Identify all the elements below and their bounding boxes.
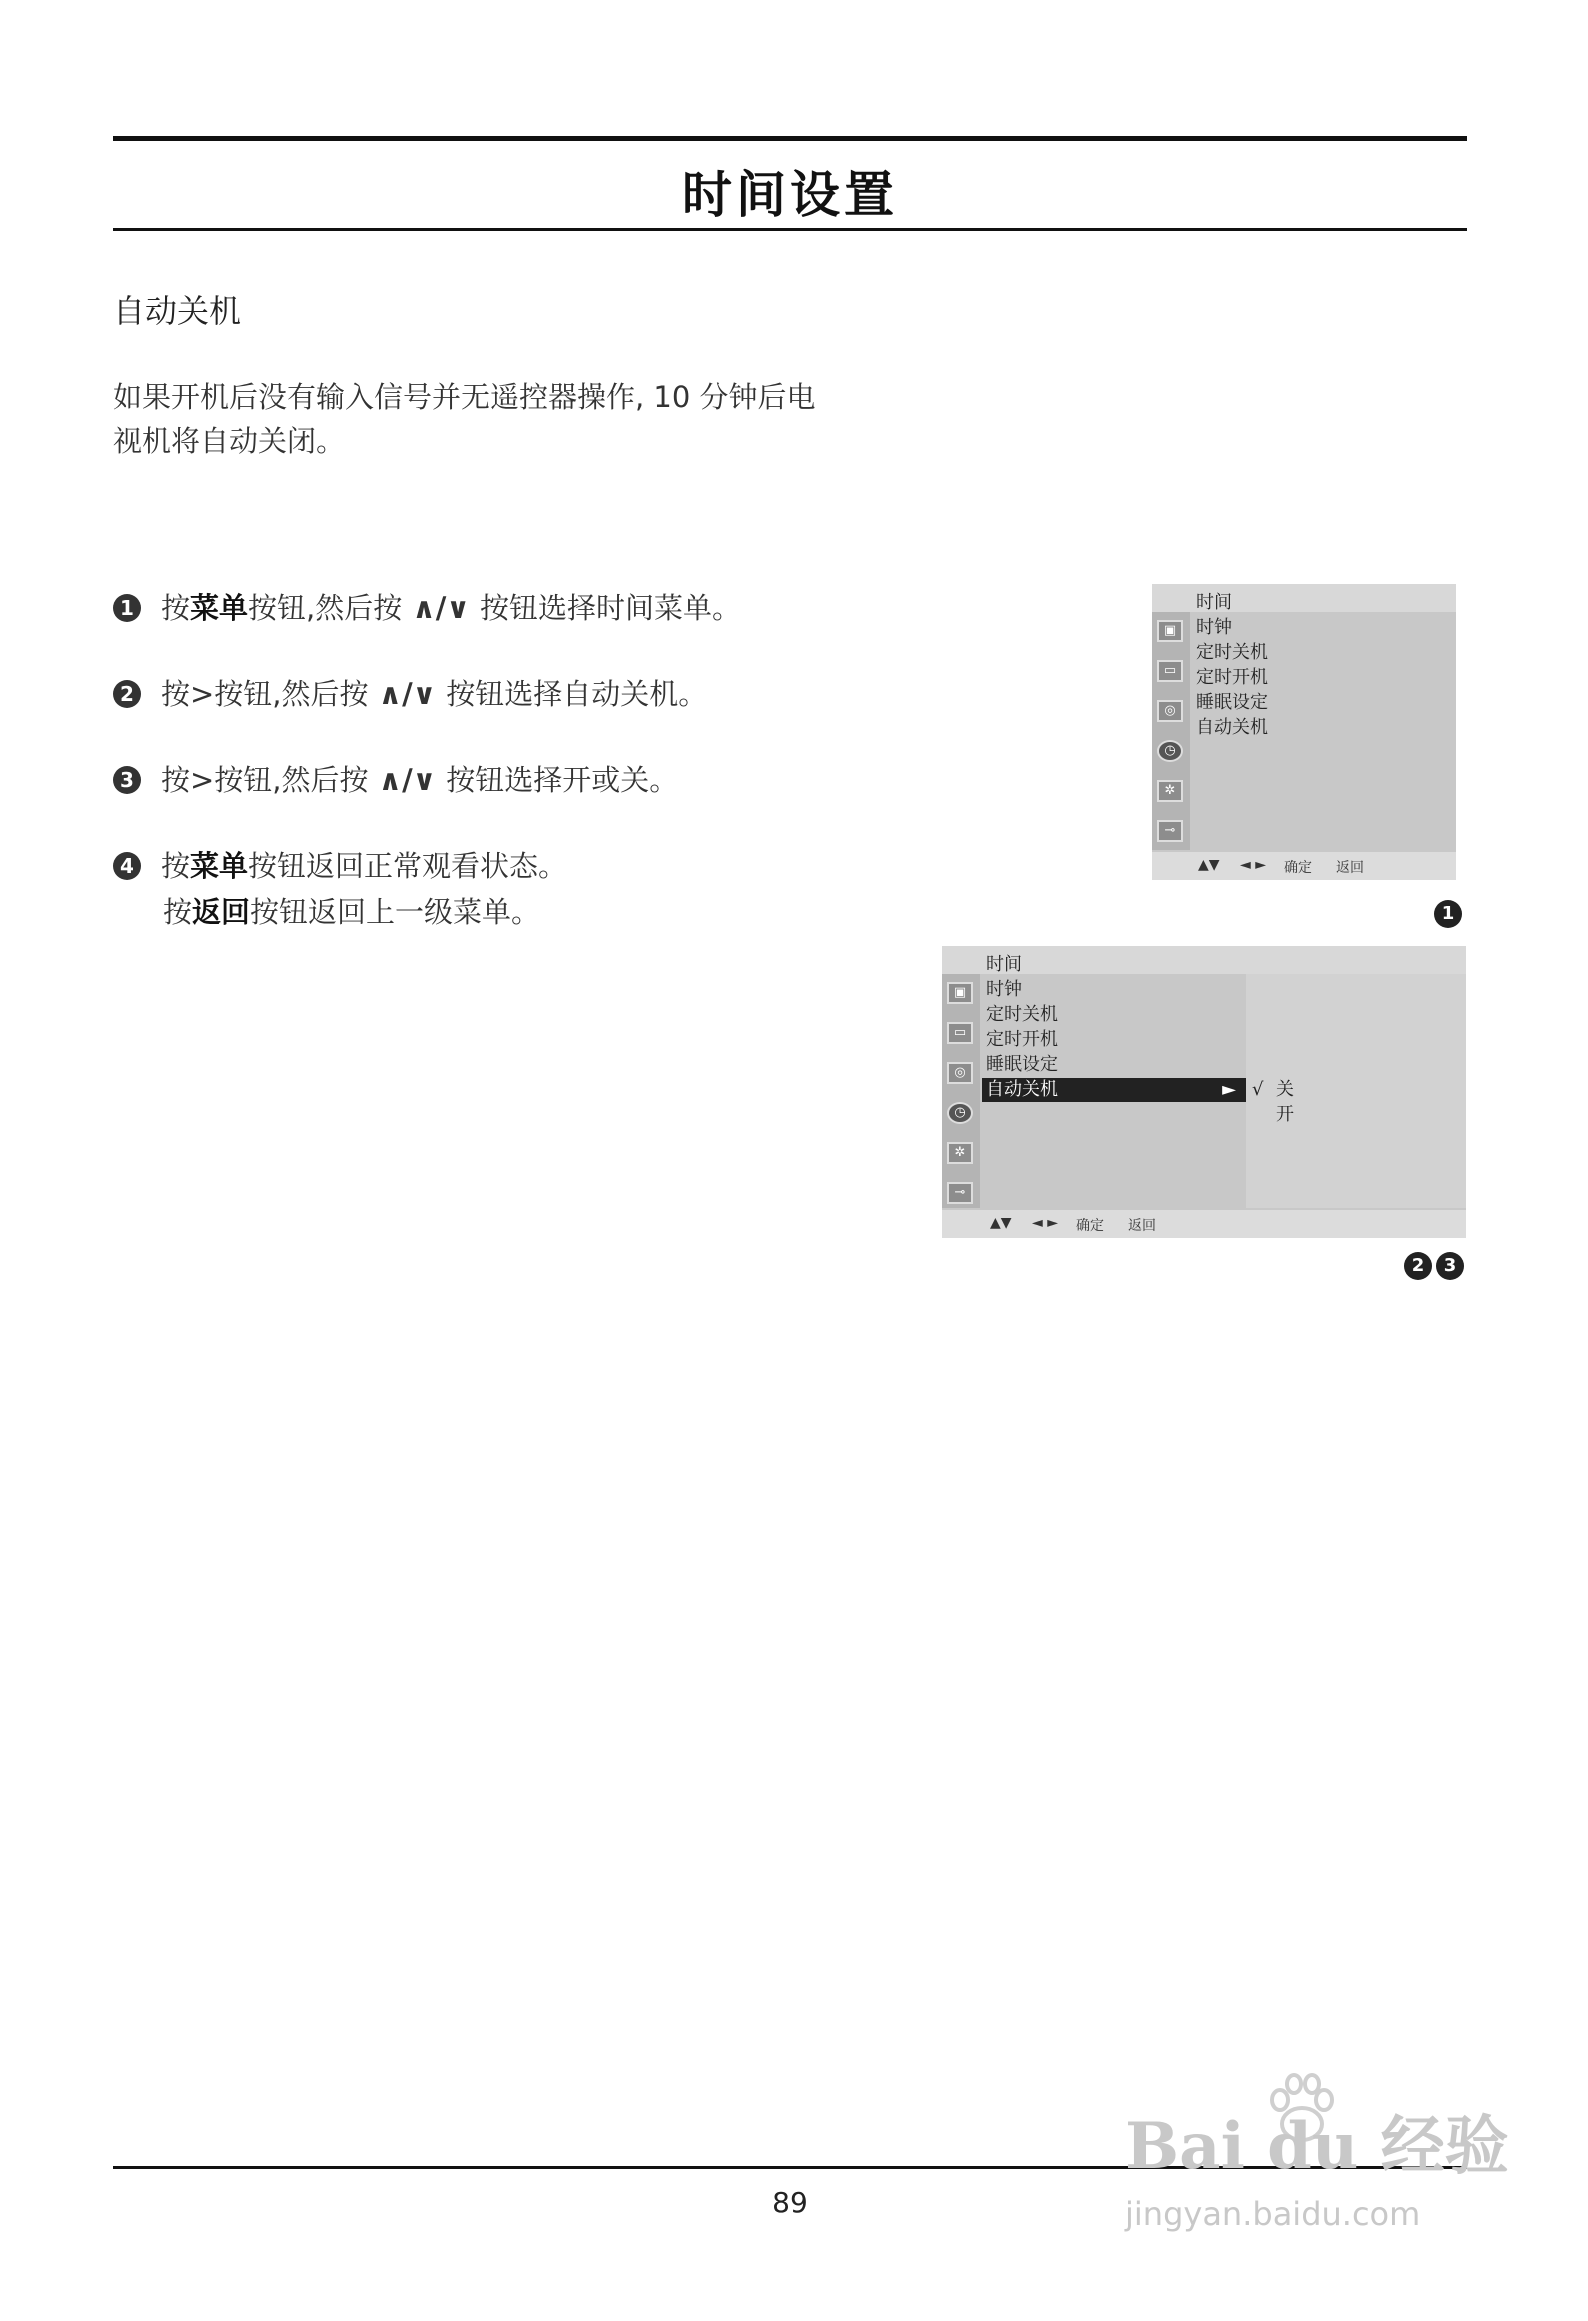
baidu-watermark-url: jingyan.baidu.com: [1125, 2195, 1421, 2233]
step-3: [113, 756, 678, 802]
step-sub-text-c: 按钮返回上一级菜单。: [250, 895, 541, 929]
updown-key-hint: ▲▼: [1198, 857, 1220, 873]
intro-paragraph: [113, 375, 913, 463]
title-underline: [113, 228, 1467, 231]
step-number: 4: [113, 852, 141, 880]
updown-key-hint: ▲▼: [990, 1215, 1012, 1231]
special-icon: ✲: [947, 1142, 973, 1164]
page-title: 时间设置: [682, 166, 898, 224]
menu-item-clock: 时钟: [986, 979, 1022, 1000]
menu-titlebar: [1152, 584, 1456, 612]
menu-item-on-timer: 定时开机: [986, 1029, 1058, 1050]
menu-item-on-timer: 定时开机: [1196, 667, 1268, 688]
intro-line-2: 视机将自动关闭。: [113, 424, 346, 458]
menu-item-clock: 时钟: [1196, 617, 1232, 638]
menu-item-off-timer: 定时关机: [986, 1004, 1058, 1025]
step-number: 2: [113, 680, 141, 708]
step-2: [113, 670, 707, 716]
step-text-a: 按: [161, 849, 191, 883]
menu-figure-1: [1152, 584, 1456, 880]
step-text-a: 按>按钮,然后按: [161, 677, 369, 711]
step-4: [113, 842, 567, 888]
step-sub-text-bold: 返回: [192, 895, 251, 929]
menu-icon-column: [942, 974, 980, 1208]
menu-footer: [1152, 852, 1456, 880]
audio-icon: ◎: [1157, 700, 1183, 722]
picture-icon: ▣: [1157, 620, 1183, 642]
up-down-arrows: ∧/∨: [412, 591, 470, 625]
picture-icon: ▣: [947, 982, 973, 1004]
step-text-c: 按钮,然后按: [248, 591, 403, 625]
top-rule: [113, 136, 1467, 141]
menu-item-label: 自动关机: [986, 1079, 1058, 1100]
clock-icon: ◷: [1157, 740, 1183, 762]
step-1: [113, 584, 741, 630]
menu-title: 时间: [1196, 592, 1232, 613]
step-number: 1: [113, 594, 141, 622]
menu-footer: [942, 1210, 1466, 1238]
step-text-b: 按钮选择自动关机。: [446, 677, 708, 711]
clock-icon: ◷: [947, 1102, 973, 1124]
step-text-a: 按: [161, 591, 191, 625]
ok-key-hint: 确定: [1284, 860, 1312, 876]
ok-key-hint: 确定: [1076, 1218, 1104, 1234]
step-text-b: 按钮选择开或关。: [446, 763, 679, 797]
step-text-bold: 菜单: [190, 849, 249, 883]
menu-item-auto-off: 自动关机: [1196, 717, 1268, 738]
step-4-subline: [163, 890, 540, 931]
lock-icon: ⊸: [1157, 820, 1183, 842]
section-heading: 自动关机: [113, 292, 242, 330]
step-text-d: 按钮选择时间菜单。: [479, 591, 741, 625]
option-on: 开: [1276, 1104, 1294, 1125]
menu-item-auto-off-selected: [982, 1078, 1248, 1102]
step-text-c: 按钮返回正常观看状态。: [248, 849, 568, 883]
menu-icon-column: [1152, 612, 1190, 850]
audio-icon: ◎: [947, 1062, 973, 1084]
menu-item-sleep: 睡眠设定: [986, 1054, 1058, 1075]
back-key-hint: 返回: [1336, 860, 1364, 876]
step-text-a: 按>按钮,然后按: [161, 763, 369, 797]
back-key-hint: 返回: [1128, 1218, 1156, 1234]
screen-icon: ▭: [1157, 660, 1183, 682]
step-number: 3: [113, 766, 141, 794]
page-number: 89: [772, 2186, 808, 2219]
submenu-arrow-icon: ►: [1222, 1079, 1236, 1100]
selected-check-icon: √: [1252, 1079, 1264, 1100]
leftright-key-hint: ◄ ►: [1240, 857, 1266, 873]
menu-item-sleep: 睡眠设定: [1196, 692, 1268, 713]
baidu-watermark: Bai du 经验: [1125, 2109, 1509, 2184]
figure-marker-3: 3: [1436, 1252, 1464, 1280]
figure-marker-1: 1: [1434, 900, 1462, 928]
up-down-arrows: ∧/∨: [378, 677, 437, 711]
lock-icon: ⊸: [947, 1182, 973, 1204]
step-sub-text-a: 按: [163, 895, 193, 929]
option-off: 关: [1276, 1079, 1294, 1100]
up-down-arrows: ∧/∨: [378, 763, 437, 797]
leftright-key-hint: ◄ ►: [1032, 1215, 1058, 1231]
menu-item-off-timer: 定时关机: [1196, 642, 1268, 663]
menu-titlebar: [942, 946, 1466, 974]
screen-icon: ▭: [947, 1022, 973, 1044]
intro-line-1: 如果开机后没有输入信号并无遥控器操作, 10 分钟后电: [113, 380, 816, 414]
special-icon: ✲: [1157, 780, 1183, 802]
step-text-bold: 菜单: [190, 591, 249, 625]
menu-figure-2: [942, 946, 1466, 1238]
menu-title: 时间: [986, 954, 1022, 975]
figure-marker-2: 2: [1404, 1252, 1432, 1280]
